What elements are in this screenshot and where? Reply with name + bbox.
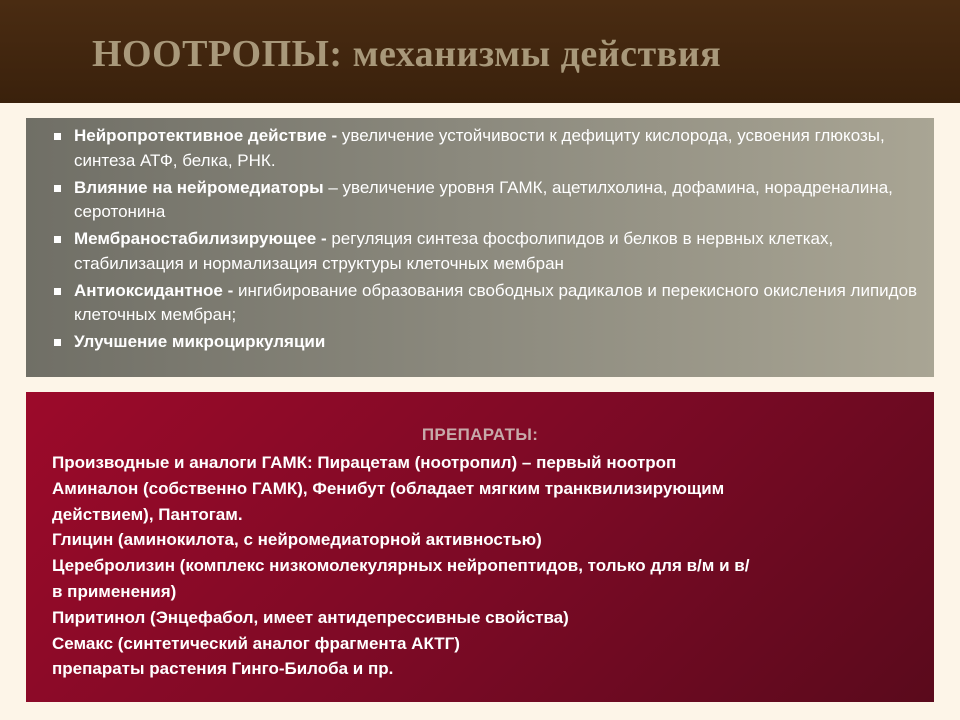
square-bullet-icon <box>54 288 61 295</box>
drug-line: Семакс (синтетический аналог фрагмента АКТГ) <box>52 633 460 653</box>
drug-line: Производные и аналоги ГАМК: Пирацетам (ноотропил) – первый ноотроп <box>52 453 677 472</box>
slide-title: НООТРОПЫ: механизмы действия <box>92 33 722 75</box>
square-bullet-icon <box>54 236 61 243</box>
mechanisms-list <box>26 124 934 357</box>
mechanism-item-neurotransmitters <box>26 176 934 225</box>
mechanism-text: ингибирование образования свободных радикалов и перекисного окисления липидов клеточных мембран; <box>74 280 918 324</box>
drugs-heading: ПРЕПАРАТЫ: <box>421 425 539 444</box>
drugs-list <box>52 450 928 682</box>
drug-line: Аминалон (собственно ГАМК), Фенибут (обладает мягким транквилизирующим <box>52 478 725 498</box>
drug-line: действием), Пантогам. <box>52 504 243 524</box>
mechanism-text: регуляция синтеза фосфолипидов и белков в нервных клетках, стабилизация и нормализация структуры клеточных мембран <box>74 229 834 273</box>
mechanism-term: Влияние на нейромедиаторы <box>74 177 324 197</box>
mechanism-term: Улучшение микроциркуляции <box>74 332 326 351</box>
drug-line: Пиритинол (Энцефабол, имеет антидепрессивные свойства) <box>52 607 569 627</box>
mechanism-item-membrane <box>26 227 934 276</box>
mechanism-term: Антиоксидантное - <box>74 280 238 300</box>
mechanism-term: Мембраностабилизирующее - <box>74 229 332 248</box>
mechanism-item-antioxidant <box>26 279 934 328</box>
drug-line: в применения) <box>52 581 177 601</box>
square-bullet-icon <box>54 133 61 140</box>
square-bullet-icon <box>54 185 61 192</box>
mechanisms-panel <box>26 118 934 377</box>
mechanism-item-microcirculation <box>26 330 934 355</box>
drugs-panel <box>26 392 934 702</box>
square-bullet-icon <box>54 339 61 346</box>
mechanism-item-neuroprotective <box>26 124 934 173</box>
mechanism-term: Нейропротективное действие - <box>74 126 342 145</box>
drug-line: Глицин (аминокилота, с нейромедиаторной активностью) <box>52 530 542 550</box>
mechanism-text: увеличение устойчивости к дефициту кислорода, усвоения глюкозы, синтеза АТФ, белка, РНК. <box>74 126 885 170</box>
title-bar <box>0 0 960 103</box>
mechanism-text: – увеличение уровня ГАМК, ацетилхолина, дофамина, норадреналина, серотонина <box>74 177 893 221</box>
drug-line: препараты растения Гинго-Билоба и пр. <box>52 659 394 679</box>
drug-line: Церебролизин (комплекс низкомолекулярных нейропептидов, только для в/м и в/ <box>52 556 750 576</box>
